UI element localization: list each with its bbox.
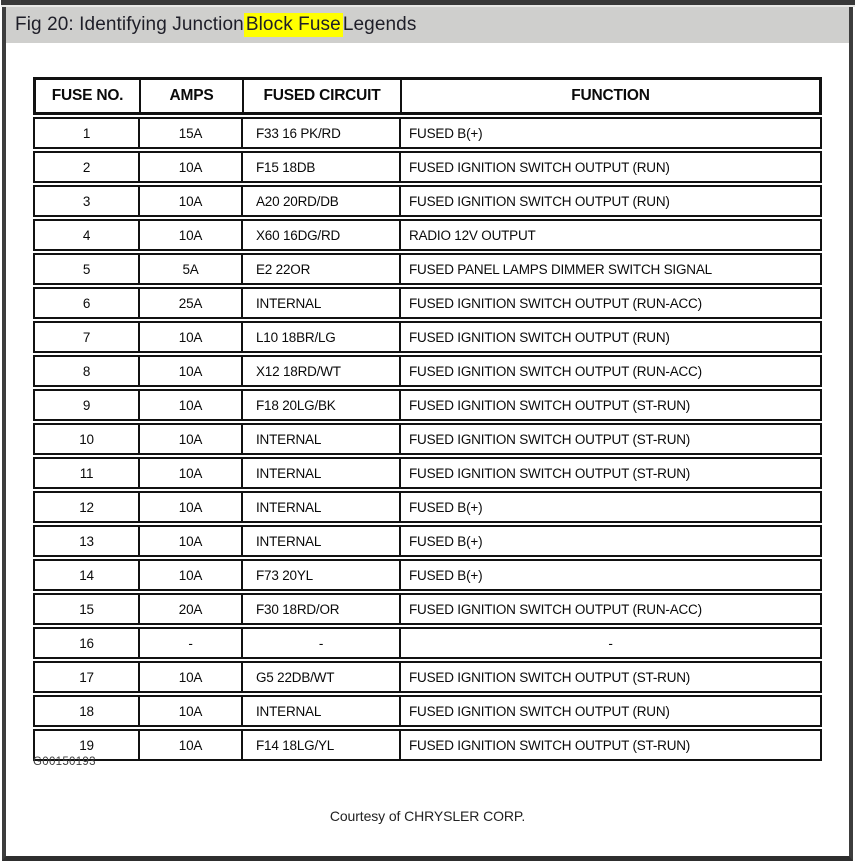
cell-fused-circuit: X60 16DG/RD [243,221,401,249]
cell-function: FUSED IGNITION SWITCH OUTPUT (ST-RUN) [409,431,691,447]
cell-fused-circuit: F33 16 PK/RD [243,119,401,147]
cell-fused-circuit: G5 22DB/WT [243,663,401,691]
table-row [33,185,822,217]
cell-amps: 25A [140,289,243,317]
table-row [33,151,822,183]
cell-function: FUSED IGNITION SWITCH OUTPUT (RUN) [409,193,670,209]
cell-fuse-no: 4 [35,221,140,249]
window-top-strip [1,0,855,7]
cell-fuse-no: 13 [35,527,140,555]
cell-fuse-no: 5 [35,255,140,283]
cell-function: - [608,635,613,651]
figure-frame [2,7,853,861]
cell-function: FUSED B(+) [409,125,483,141]
figure-title-bar [6,7,849,43]
cell-amps: 15A [140,119,243,147]
cell-function: FUSED IGNITION SWITCH OUTPUT (ST-RUN) [409,737,691,753]
table-row [33,695,822,727]
cell-fused-circuit: F14 18LG/YL [243,731,401,759]
cell-function: FUSED IGNITION SWITCH OUTPUT (RUN-ACC) [409,363,702,379]
cell-amps: 10A [140,731,243,759]
cell-amps: 10A [140,561,243,589]
cell-function: FUSED B(+) [409,567,483,583]
table-row [33,321,822,353]
table-row [33,219,822,251]
cell-fused-circuit: INTERNAL [243,425,401,453]
cell-amps: 10A [140,153,243,181]
cell-function: FUSED IGNITION SWITCH OUTPUT (ST-RUN) [409,397,691,413]
table-row [33,457,822,489]
cell-amps: 10A [140,527,243,555]
cell-fuse-no: 10 [35,425,140,453]
cell-amps: 10A [140,187,243,215]
cell-function: FUSED IGNITION SWITCH OUTPUT (RUN) [409,329,670,345]
table-row [33,423,822,455]
table-row [33,627,822,659]
table-body [33,117,822,761]
table-row [33,355,822,387]
cell-amps: 20A [140,595,243,623]
table-row [33,559,822,591]
cell-amps: 5A [140,255,243,283]
cell-fuse-no: 8 [35,357,140,385]
cell-amps: 10A [140,663,243,691]
cell-fused-circuit: INTERNAL [243,527,401,555]
graphic-id-label: G00150193 [33,756,96,768]
table-row [33,253,822,285]
cell-fused-circuit: INTERNAL [243,289,401,317]
cell-amps: 10A [140,697,243,725]
cell-fused-circuit: F73 20YL [243,561,401,589]
figure-title-prefix: Fig 20: Identifying Junction [15,14,244,35]
cell-fused-circuit: A20 20RD/DB [243,187,401,215]
table-row [33,525,822,557]
cell-fuse-no: 19 [35,731,140,759]
cell-fuse-no: 7 [35,323,140,351]
cell-fuse-no: 6 [35,289,140,317]
cell-fused-circuit: F15 18DB [243,153,401,181]
cell-amps: 10A [140,459,243,487]
fuse-legend-table [33,77,822,763]
cell-fused-circuit: INTERNAL [243,459,401,487]
cell-fused-circuit: F30 18RD/OR [243,595,401,623]
cell-function: FUSED B(+) [409,499,483,515]
header-fuse-no: FUSE NO. [36,80,141,112]
header-fused-circuit: FUSED CIRCUIT [244,80,402,112]
header-function: FUNCTION [571,87,650,104]
cell-function: FUSED IGNITION SWITCH OUTPUT (RUN-ACC) [409,601,702,617]
cell-fuse-no: 18 [35,697,140,725]
cell-function: FUSED IGNITION SWITCH OUTPUT (ST-RUN) [409,465,691,481]
cell-amps: 10A [140,391,243,419]
cell-fuse-no: 9 [35,391,140,419]
cell-fused-circuit: - [243,629,401,657]
title-highlight: Block Fuse [245,14,341,35]
cell-fuse-no: 16 [35,629,140,657]
table-row [33,491,822,523]
cell-function: FUSED B(+) [409,533,483,549]
table-row [33,661,822,693]
figure-title-suffix: Legends [342,14,417,35]
courtesy-line: Courtesy of CHRYSLER CORP. [329,808,526,824]
cell-amps: 10A [140,221,243,249]
cell-amps: 10A [140,323,243,351]
cell-fuse-no: 11 [35,459,140,487]
cell-amps: 10A [140,357,243,385]
cell-fuse-no: 15 [35,595,140,623]
cell-fused-circuit: E2 22OR [243,255,401,283]
table-row [33,389,822,421]
cell-function: FUSED IGNITION SWITCH OUTPUT (ST-RUN) [409,669,691,685]
cell-function: RADIO 12V OUTPUT [409,227,536,243]
cell-fused-circuit: INTERNAL [243,493,401,521]
cell-fused-circuit: L10 18BR/LG [243,323,401,351]
cell-amps: 10A [140,493,243,521]
cell-function: FUSED PANEL LAMPS DIMMER SWITCH SIGNAL [409,261,712,277]
cell-fuse-no: 1 [35,119,140,147]
table-row [33,117,822,149]
cell-fuse-no: 3 [35,187,140,215]
header-amps: AMPS [141,80,244,112]
table-row [33,287,822,319]
cell-fuse-no: 12 [35,493,140,521]
cell-fused-circuit: F18 20LG/BK [243,391,401,419]
cell-amps: 10A [140,425,243,453]
figure-content [6,43,849,854]
cell-fuse-no: 17 [35,663,140,691]
cell-function: FUSED IGNITION SWITCH OUTPUT (RUN-ACC) [409,295,702,311]
cell-fuse-no: 14 [35,561,140,589]
cell-function: FUSED IGNITION SWITCH OUTPUT (RUN) [409,159,670,175]
table-row [33,729,822,761]
cell-function: FUSED IGNITION SWITCH OUTPUT (RUN) [409,703,670,719]
cell-fused-circuit: INTERNAL [243,697,401,725]
cell-amps: - [140,629,243,657]
cell-fused-circuit: X12 18RD/WT [243,357,401,385]
cell-fuse-no: 2 [35,153,140,181]
table-header-row [33,77,822,115]
table-row [33,593,822,625]
